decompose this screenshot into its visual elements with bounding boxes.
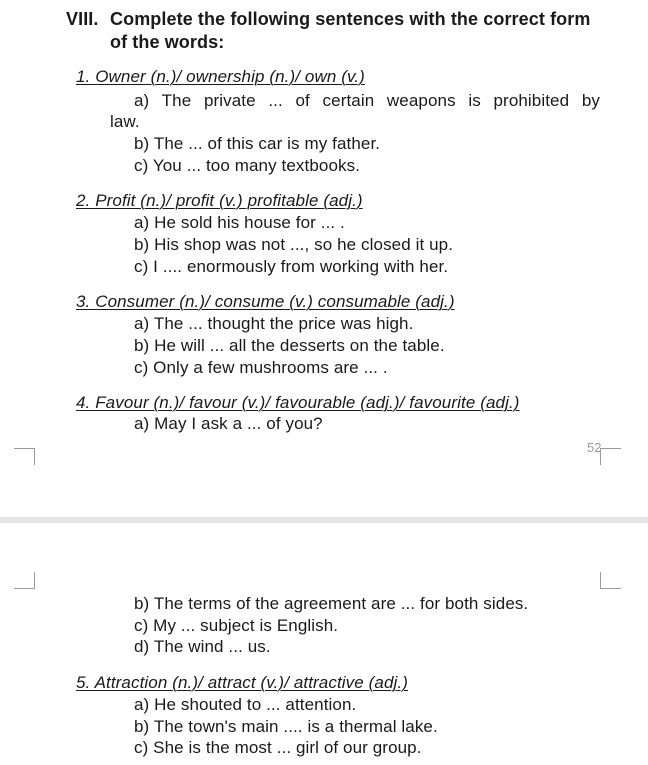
section-2-item-c: c) I .... enormously from working with her.: [134, 257, 449, 276]
crop-mark-top-left: [14, 572, 35, 589]
section-4-heading: 4. Favour (n.)/ favour (v.)/ favourable (adj.)/ favourite (adj.): [76, 393, 520, 412]
section-4-item-d: d) The wind ... us.: [134, 637, 271, 656]
exercise-title-line-1: Complete the following sentences with the correct form: [110, 9, 591, 29]
section-1-item-b: b) The ... of this car is my father.: [134, 134, 381, 153]
section-1-item-a-cont: law.: [110, 112, 140, 131]
section-2-item-a: a) He sold his house for ... .: [134, 213, 345, 232]
section-4-item-c: c) My ... subject is English.: [134, 616, 339, 635]
document-page-2: [0, 523, 648, 765]
section-1-item-a: a) The private ... of certain weapons is prohibited by: [134, 91, 600, 110]
section-2-item-b: b) His shop was not ..., so he closed it up.: [134, 235, 454, 254]
section-3-item-b: b) He will ... all the desserts on the table.: [134, 336, 445, 355]
exercise-number: VIII.: [66, 9, 99, 29]
section-3-heading: 3. Consumer (n.)/ consume (v.) consumable (adj.): [76, 292, 455, 311]
section-5-item-c: c) She is the most ... girl of our group.: [134, 738, 422, 757]
page-number: 52: [587, 440, 602, 455]
section-1-heading: 1. Owner (n.)/ ownership (n.)/ own (v.): [76, 67, 365, 86]
section-4-item-b: b) The terms of the agreement are ... for both sides.: [134, 594, 529, 613]
section-1-item-c: c) You ... too many textbooks.: [134, 156, 361, 175]
section-3-item-c: c) Only a few mushrooms are ... .: [134, 358, 388, 377]
crop-mark-bottom-left: [14, 448, 35, 465]
crop-mark-bottom-right: [600, 448, 621, 465]
section-3-item-a: a) The ... thought the price was high.: [134, 314, 414, 333]
section-5-heading: 5. Attraction (n.)/ attract (v.)/ attractive (adj.): [76, 673, 408, 692]
section-5-item-a: a) He shouted to ... attention.: [134, 695, 357, 714]
section-5-item-b: b) The town's main .... is a thermal lake.: [134, 717, 438, 736]
exercise-title-line-2: of the words:: [110, 32, 225, 52]
section-4-item-a: a) May I ask a ... of you?: [134, 414, 323, 433]
section-2-heading: 2. Profit (n.)/ profit (v.) profitable (adj.): [76, 191, 363, 210]
crop-mark-top-right: [600, 572, 621, 589]
